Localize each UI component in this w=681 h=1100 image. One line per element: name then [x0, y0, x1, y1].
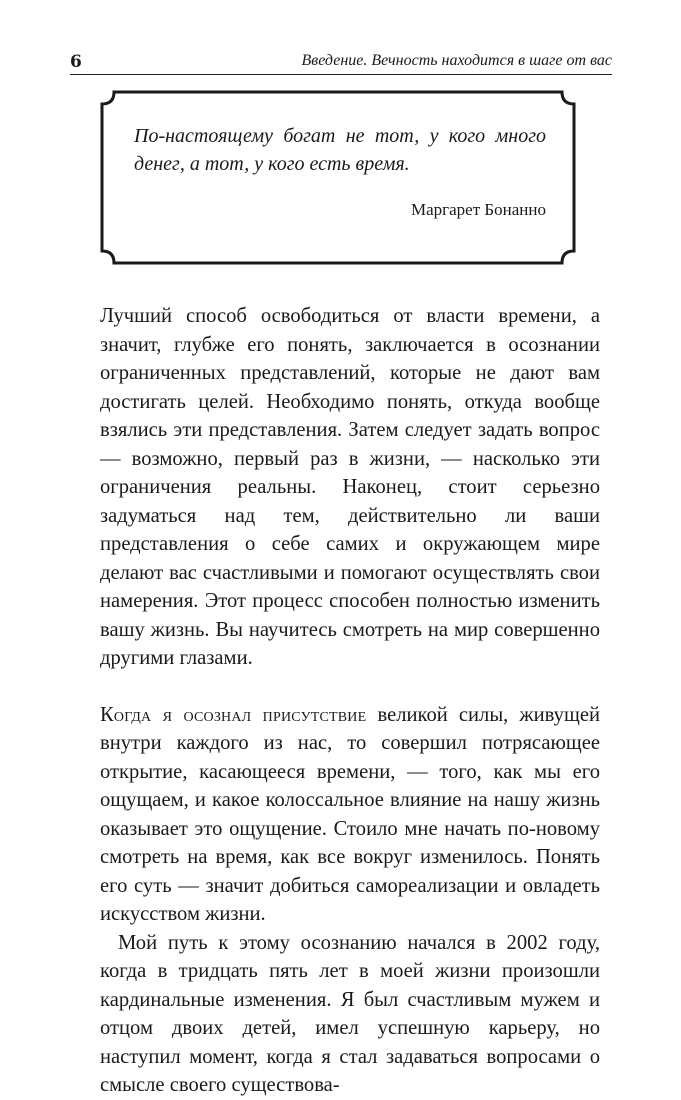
paragraph-1: Лучший способ освободиться от власти времени, а значит, глубже его понять, заключается в осознании ограниченных представлений, которые не дают вам достигать целей. Необходимо понять, откуда вообще взялись эти представления. Затем следует задать вопрос — возможно, первый раз в жизни, — насколько эти ограничения реальны. Наконец, стоит серьезно задуматься над тем, действительно ли ваши представления о себе самих и окружающем мире делают вас счастливыми и помогают осуществлять свои намерения. Этот процесс способен полностью изменить вашу жизнь. Вы научитесь смотреть на мир совершенно другими глазами. — [100, 305, 600, 669]
epigraph-author: Маргарет Бонанно — [410, 200, 546, 219]
running-title: Введение. Вечность находится в шаге от вас — [301, 52, 612, 69]
paragraph-3: Мой путь к этому осознанию начался в 2002 году, когда в тридцать пять лет в моей жизни произошли кардинальные изменения. Я был счастливым мужем и отцом двоих детей, имел успешную карьеру, но наступил момент, когда я стал задаваться вопросами о смысле своего существова- — [100, 931, 600, 1096]
running-header — [70, 48, 612, 75]
epigraph-box — [100, 90, 576, 265]
paragraph-2 — [100, 701, 600, 929]
page-number: 6 — [70, 52, 82, 72]
paragraph-2-lead: Когда я осознал присутствие — [100, 703, 367, 726]
paragraph-2-text: великой силы, живущей внутри каждого из нас, то совершил потрясающее открытие, касающееся времени, — того, как мы его ощущаем, и какое колоссальное влияние на нашу жизнь оказывает это ощущение. Стоило мне начать по-новому смотреть на время, как все вокруг изменилось. Понять его суть — значит добиться самореализации и овладеть искусством жизни. — [100, 703, 600, 925]
epigraph-quote: По-настоящему богат не тот, у кого много денег, а тот, у кого есть время. — [134, 125, 546, 175]
body-text — [100, 302, 600, 1100]
